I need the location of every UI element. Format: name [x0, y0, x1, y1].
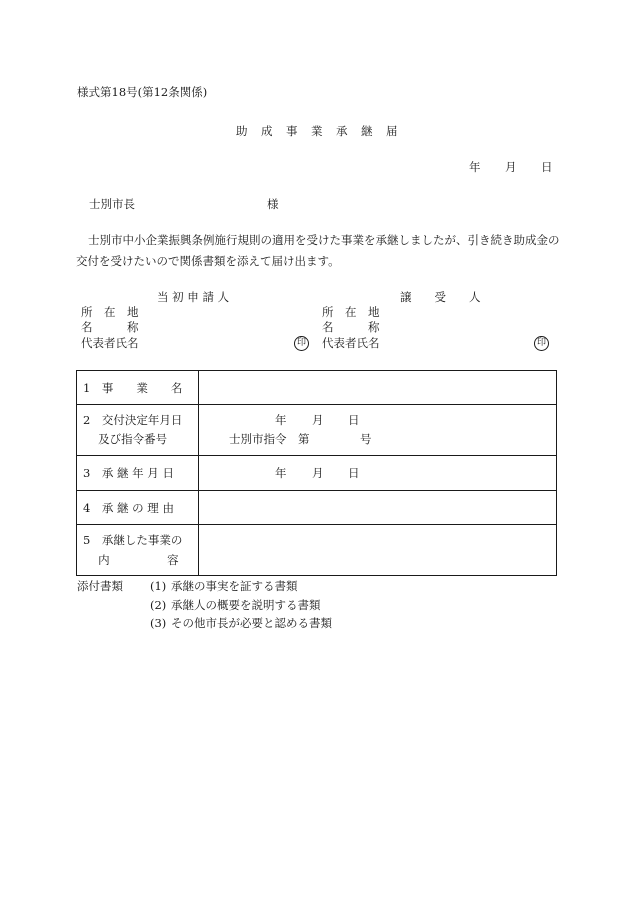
attachments-heading: 添付書類 [77, 579, 123, 593]
successor-rep-label: 代表者氏名 [322, 336, 380, 350]
directive-number-label: 及び指令番号 [83, 432, 168, 446]
succession-month: 月 [312, 466, 324, 480]
directive-prefix: 士別市指令 第 [229, 432, 310, 446]
original-rep-label: 代表者氏名 [81, 336, 139, 350]
attachment-num: (1) [150, 579, 167, 593]
succession-year: 年 [275, 466, 287, 480]
table-row [77, 491, 557, 525]
business-details-label: 5 承継した事業の [83, 533, 183, 547]
attachment-num: (2) [150, 598, 167, 612]
project-name-field[interactable] [199, 371, 557, 405]
succession-date-label: 3 承 継 年 月 日 [83, 466, 174, 480]
row-label-business-details [77, 525, 199, 576]
attachment-item: 承継の事実を証する書類 [171, 579, 298, 593]
grant-year: 年 [275, 413, 287, 427]
grant-decision-label: 2 交付決定年月日 [83, 413, 183, 427]
table-row [77, 405, 557, 456]
date-month: 月 [505, 160, 517, 174]
directive-suffix: 号 [360, 432, 372, 446]
row-label-project-name [77, 371, 199, 405]
seal-icon: 印 [294, 336, 309, 351]
original-address-label: 所 在 地 [81, 305, 139, 319]
addressee-name: 士別市長 [89, 197, 135, 211]
row-label-succession-date [77, 456, 199, 491]
attachment-item: その他市長が必要と認める書類 [171, 616, 332, 630]
grant-decision-field[interactable] [199, 405, 557, 456]
succession-day: 日 [348, 466, 360, 480]
attachment-item: 承継人の概要を説明する書類 [171, 598, 321, 612]
business-content-label: 内 容 [83, 553, 179, 567]
original-name-label: 名 称 [81, 320, 139, 334]
original-applicant-heading: 当 初 申 請 人 [157, 290, 230, 304]
form-number: 様式第18号(第12条関係) [77, 85, 208, 99]
attachment-num: (3) [150, 616, 167, 630]
table-row [77, 456, 557, 491]
succession-reason-label: 4 承 継 の 理 由 [83, 501, 174, 515]
page-title: 助 成 事 業 承 継 届 [236, 124, 399, 138]
date-year: 年 [469, 160, 481, 174]
table-row [77, 525, 557, 576]
application-table [76, 370, 557, 576]
successor-name-label: 名 称 [322, 320, 380, 334]
row-label-grant-decision [77, 405, 199, 456]
row-label-succession-reason [77, 491, 199, 525]
successor-heading: 譲 受 人 [400, 290, 481, 304]
project-name-label: 1 事 業 名 [83, 381, 183, 395]
table-row [77, 371, 557, 405]
seal-icon: 印 [534, 336, 549, 351]
succession-date-field[interactable] [199, 456, 557, 491]
grant-month: 月 [312, 413, 324, 427]
grant-day: 日 [348, 413, 360, 427]
succession-reason-field[interactable] [199, 491, 557, 525]
business-details-field[interactable] [199, 525, 557, 576]
body-text: 士別市中小企業振興条例施行規則の適用を受けた事業を承継しましたが、引き続き助成金の交付を受けたいので関係書類を添えて届け出ます。 [76, 233, 560, 268]
date-day: 日 [541, 160, 553, 174]
successor-address-label: 所 在 地 [322, 305, 380, 319]
addressee-honorific: 様 [267, 197, 279, 211]
